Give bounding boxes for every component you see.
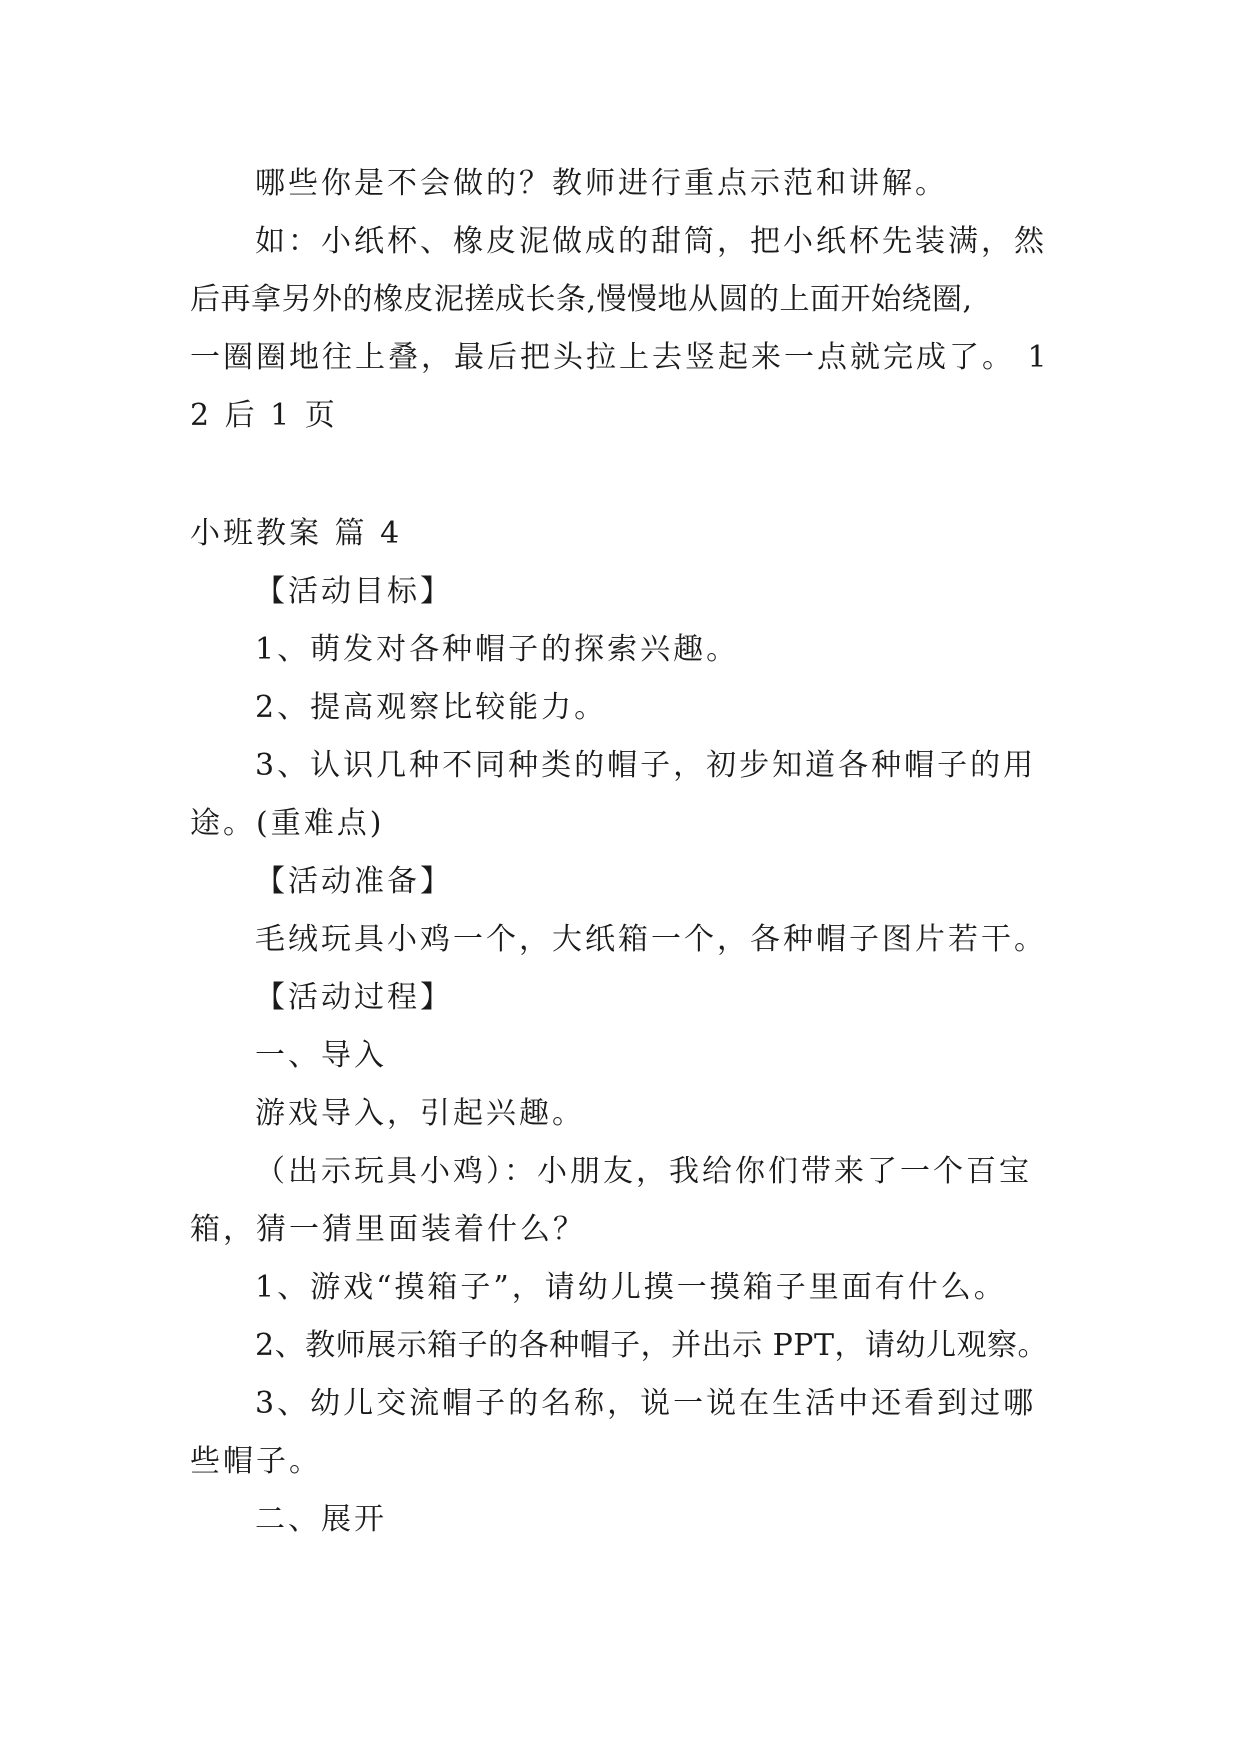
list-item: 2、提高观察比较能力。	[255, 690, 608, 725]
list-item: 3、认识几种不同种类的帽子，初步知道各种帽子的用	[255, 748, 1037, 783]
subheading-activity-goals: 【活动目标】	[255, 574, 453, 609]
text-line: 游戏导入，引起兴趣。	[255, 1096, 585, 1131]
step-heading: 二、展开	[255, 1502, 387, 1537]
text-line: （出示玩具小鸡）：小朋友，我给你们带来了一个百宝	[255, 1154, 1032, 1189]
list-item: 2、教师展示箱子的各种帽子，并出示 PPT，请幼儿观察。	[255, 1328, 1049, 1363]
text-line: 哪些你是不会做的？教师进行重点示范和讲解。	[255, 166, 948, 201]
text-line: 一圈圈地往上叠，最后把头拉上去竖起来一点就完成了。 1	[190, 340, 1050, 375]
text-line: 后再拿另外的橡皮泥搓成长条,慢慢地从圆的上面开始绕圈,	[190, 282, 973, 317]
subheading-activity-process: 【活动过程】	[255, 980, 453, 1015]
list-item: 3、幼儿交流帽子的名称，说一说在生活中还看到过哪	[255, 1386, 1037, 1421]
page-number-note: 2 后 1 页	[190, 398, 338, 433]
section-heading: 小班教案 篇 4	[190, 516, 403, 551]
step-heading: 一、导入	[255, 1038, 387, 1073]
list-item: 1、萌发对各种帽子的探索兴趣。	[255, 632, 740, 667]
text-line: 毛绒玩具小鸡一个，大纸箱一个，各种帽子图片若干。	[255, 922, 1047, 957]
text-line: 如：小纸杯、橡皮泥做成的甜筒，把小纸杯先装满，然	[255, 224, 1047, 259]
text-line: 途。(重难点)	[190, 806, 385, 841]
list-item: 1、游戏“摸箱子”，请幼儿摸一摸箱子里面有什么。	[255, 1270, 1007, 1305]
subheading-activity-preparation: 【活动准备】	[255, 864, 453, 899]
text-line: 些帽子。	[190, 1444, 322, 1479]
text-line: 箱，猜一猜里面装着什么？	[190, 1212, 586, 1247]
